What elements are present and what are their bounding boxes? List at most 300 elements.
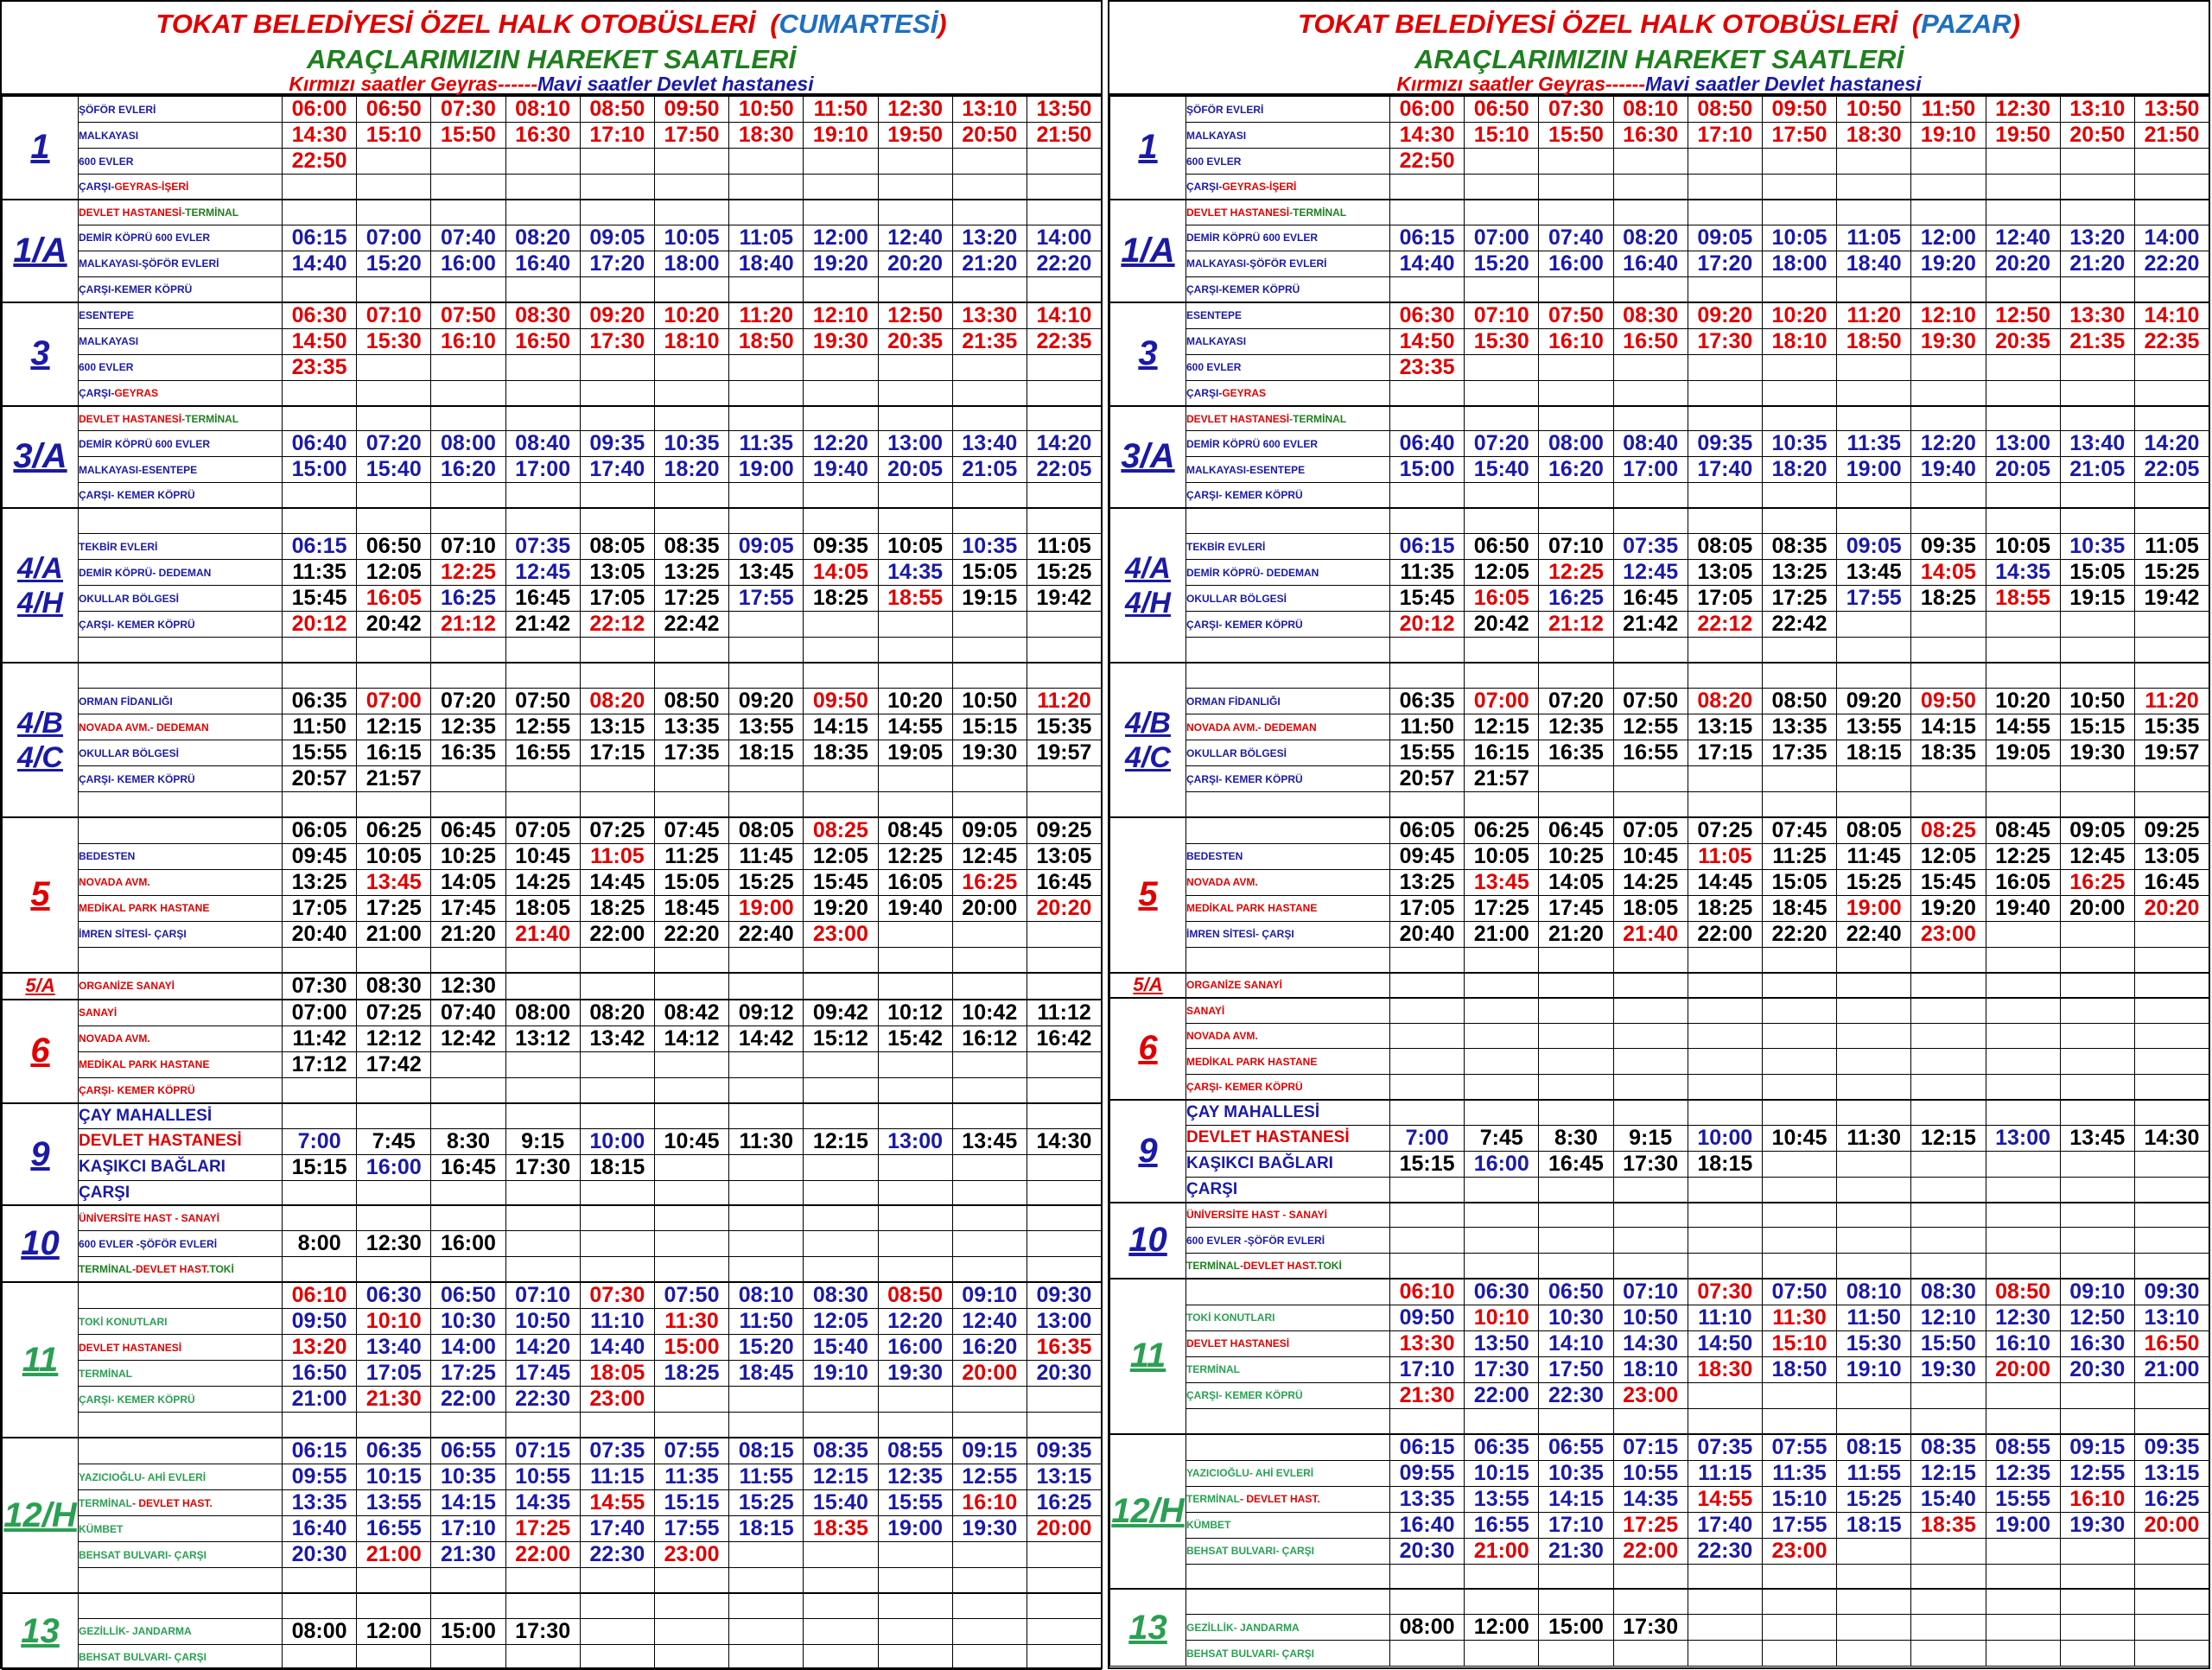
departure-time xyxy=(952,1051,1027,1077)
departure-time xyxy=(1027,1154,1101,1180)
departure-time xyxy=(729,149,804,175)
departure-time xyxy=(1688,200,1762,225)
departure-time: 16:12 xyxy=(952,1025,1027,1051)
departure-time xyxy=(1465,1177,1539,1202)
schedule-row xyxy=(3,200,1102,225)
departure-time: 18:20 xyxy=(1762,457,1836,483)
departure-time: 20:42 xyxy=(357,612,431,638)
departure-time xyxy=(1027,1231,1101,1257)
departure-time: 12:05 xyxy=(804,843,878,869)
departure-time xyxy=(1613,1024,1688,1049)
departure-time xyxy=(804,1051,878,1077)
stop-name xyxy=(1186,1589,1390,1614)
departure-time: 17:45 xyxy=(431,895,505,921)
departure-time: 08:00 xyxy=(505,1000,580,1026)
departure-time: 21:00 xyxy=(357,1542,431,1568)
legend-blue: Mavi saatler Devlet hastanesi xyxy=(537,73,814,95)
departure-time: 12:35 xyxy=(1986,1460,2060,1486)
schedule-row xyxy=(1110,1049,2209,1074)
departure-time: 15:00 xyxy=(431,1618,505,1644)
saturday-title: TOKAT BELEDİYESİ ÖZEL HALK OTOBÜSLERİ (CUMARTESİ) xyxy=(156,9,947,39)
departure-time xyxy=(729,1180,804,1205)
departure-time xyxy=(1837,663,1911,688)
departure-time xyxy=(1465,973,1539,998)
departure-time xyxy=(1911,1253,1986,1278)
stop-name xyxy=(1186,1434,1390,1461)
departure-time xyxy=(1688,638,1762,663)
schedule-row xyxy=(3,1618,1102,1644)
departure-time: 12:00 xyxy=(1911,225,1986,251)
stop-name xyxy=(79,149,283,175)
departure-time xyxy=(1986,947,2060,972)
departure-time: 12:15 xyxy=(804,1128,878,1154)
departure-time: 14:05 xyxy=(804,560,878,586)
departure-time: 13:30 xyxy=(2060,302,2134,329)
departure-time: 08:40 xyxy=(1613,431,1688,457)
departure-time xyxy=(1837,380,1911,405)
departure-time: 07:15 xyxy=(505,1438,580,1464)
departure-time xyxy=(878,973,952,1000)
departure-time: 06:25 xyxy=(1465,817,1539,844)
departure-time: 22:30 xyxy=(505,1387,580,1413)
departure-time: 13:12 xyxy=(505,1025,580,1051)
stop-name xyxy=(79,1361,283,1387)
schedule-row xyxy=(1110,1330,2209,1356)
schedule-row xyxy=(1110,380,2209,405)
route-label: 6 xyxy=(1138,1029,1158,1068)
departure-time xyxy=(1986,149,2060,175)
departure-time: 06:15 xyxy=(1390,225,1465,251)
stop-name xyxy=(1186,1460,1390,1486)
route-number xyxy=(3,302,79,406)
schedule-row xyxy=(1110,714,2209,740)
departure-time: 10:50 xyxy=(729,96,804,123)
departure-time xyxy=(2134,1408,2209,1433)
departure-time xyxy=(1027,973,1101,1000)
departure-time: 16:25 xyxy=(2060,869,2134,895)
departure-time xyxy=(1027,1205,1101,1230)
stop-name xyxy=(79,1128,283,1154)
departure-time: 17:30 xyxy=(1613,1151,1688,1177)
departure-time: 19:42 xyxy=(2134,586,2209,612)
departure-time xyxy=(1911,1074,1986,1099)
departure-time: 19:30 xyxy=(804,328,878,354)
schedule-row xyxy=(3,1282,1102,1309)
departure-time: 16:35 xyxy=(1027,1335,1101,1361)
departure-time xyxy=(729,1593,804,1618)
departure-time xyxy=(1027,1180,1101,1205)
sunday-legend xyxy=(1109,74,2209,95)
stop-name xyxy=(79,1618,283,1644)
schedule-row xyxy=(1110,1512,2209,1538)
departure-time xyxy=(1688,1564,1762,1589)
departure-time xyxy=(1390,1564,1465,1589)
departure-time xyxy=(952,1205,1027,1230)
stop-label: 600 EVLER -ŞÖFÖR EVLERİ xyxy=(1186,1234,1325,1247)
stop-segment: GEYRAS-İŞERİ xyxy=(1222,180,1297,193)
stop-name xyxy=(1186,586,1390,612)
departure-time: 16:05 xyxy=(1465,586,1539,612)
departure-time: 17:10 xyxy=(1390,1356,1465,1382)
departure-time xyxy=(2134,612,2209,638)
departure-time xyxy=(431,792,505,817)
stop-segment: -TERMİNAL xyxy=(181,206,239,219)
departure-time xyxy=(1837,1589,1911,1614)
departure-time xyxy=(1027,406,1101,431)
departure-time xyxy=(357,638,431,663)
departure-time xyxy=(1986,354,2060,380)
departure-time xyxy=(1762,1203,1836,1228)
departure-time: 18:35 xyxy=(1911,740,1986,766)
departure-time xyxy=(1465,1253,1539,1278)
departure-time xyxy=(283,1593,357,1618)
departure-time: 17:45 xyxy=(1539,895,1613,921)
departure-time: 08:35 xyxy=(1911,1434,1986,1461)
departure-time: 18:50 xyxy=(1837,328,1911,354)
route-label: 1 xyxy=(30,128,50,167)
departure-time: 22:05 xyxy=(2134,457,2209,483)
departure-time xyxy=(1465,792,1539,817)
departure-time: 12:55 xyxy=(1613,714,1688,740)
stop-name xyxy=(79,175,283,200)
departure-time: 10:30 xyxy=(1539,1305,1613,1330)
departure-time xyxy=(1390,508,1465,533)
departure-time xyxy=(1390,200,1465,225)
stop-label: NOVADA AVM. xyxy=(1186,1030,1258,1043)
departure-time: 20:57 xyxy=(283,766,357,792)
departure-time xyxy=(1688,1100,1762,1125)
departure-time: 21:42 xyxy=(505,612,580,638)
departure-time: 07:20 xyxy=(1465,431,1539,457)
departure-time: 14:10 xyxy=(2134,302,2209,329)
stop-label: BEHSAT BULVARI- ÇARŞI xyxy=(1186,1545,1314,1558)
departure-time xyxy=(878,612,952,638)
departure-time xyxy=(431,1413,505,1438)
stop-label: NOVADA AVM.- DEDEMAN xyxy=(79,721,209,733)
departure-time: 13:15 xyxy=(580,714,654,740)
departure-time: 17:10 xyxy=(580,123,654,149)
departure-time: 12:40 xyxy=(1986,225,2060,251)
departure-time: 15:45 xyxy=(283,586,357,612)
departure-time xyxy=(654,1231,728,1257)
departure-time: 18:30 xyxy=(1837,123,1911,149)
stop-name xyxy=(1186,766,1390,792)
stop-segment: TOKİ xyxy=(1317,1259,1342,1272)
departure-time: 14:35 xyxy=(878,560,952,586)
departure-time xyxy=(878,1154,952,1180)
saturday-schedule xyxy=(2,95,1101,1670)
departure-time xyxy=(2060,175,2134,200)
route-number xyxy=(3,973,79,1000)
departure-time: 09:35 xyxy=(1688,431,1762,457)
schedule-row xyxy=(1110,560,2209,586)
stop-label: ÇARŞI-KEMER KÖPRÜ xyxy=(79,283,193,295)
stop-label: ÇAY MAHALLESİ xyxy=(79,1106,213,1125)
departure-time xyxy=(952,175,1027,200)
departure-time xyxy=(1613,1074,1688,1099)
departure-time: 13:00 xyxy=(1986,431,2060,457)
departure-time xyxy=(1688,792,1762,817)
departure-time xyxy=(729,1205,804,1230)
departure-time xyxy=(580,354,654,380)
departure-time: 06:30 xyxy=(283,302,357,329)
departure-time: 15:25 xyxy=(1837,1486,1911,1512)
departure-time xyxy=(580,1593,654,1618)
departure-time xyxy=(431,1051,505,1077)
stop-label: ÇARŞI xyxy=(79,1183,130,1202)
departure-time: 16:30 xyxy=(505,123,580,149)
departure-time: 16:50 xyxy=(2134,1330,2209,1356)
stop-label: ORGANİZE SANAYİ xyxy=(79,980,175,993)
departure-time xyxy=(1613,200,1688,225)
departure-time xyxy=(1390,276,1465,302)
departure-time xyxy=(431,638,505,663)
departure-time: 12:45 xyxy=(952,843,1027,869)
departure-time xyxy=(2134,149,2209,175)
departure-time xyxy=(1986,1382,2060,1408)
departure-time xyxy=(580,1231,654,1257)
stop-segment: -TERMİNAL xyxy=(1289,412,1347,425)
departure-time xyxy=(1986,1074,2060,1099)
departure-time xyxy=(654,947,728,972)
departure-time xyxy=(1465,1564,1539,1589)
departure-time: 14:50 xyxy=(283,328,357,354)
departure-time: 08:45 xyxy=(1986,817,2060,844)
departure-time xyxy=(2134,663,2209,688)
departure-time xyxy=(1539,1408,1613,1433)
departure-time xyxy=(357,1103,431,1128)
departure-time xyxy=(804,149,878,175)
departure-time: 10:35 xyxy=(431,1464,505,1490)
departure-time: 12:40 xyxy=(878,225,952,251)
departure-time: 06:30 xyxy=(357,1282,431,1309)
departure-time xyxy=(283,276,357,302)
departure-time: 11:30 xyxy=(729,1128,804,1154)
departure-time: 10:20 xyxy=(1986,689,2060,714)
departure-time xyxy=(1465,1228,1539,1253)
departure-time: 13:45 xyxy=(2060,1125,2134,1151)
schedule-row xyxy=(3,714,1102,740)
stop-name xyxy=(1186,1279,1390,1305)
departure-time: 18:25 xyxy=(1688,895,1762,921)
schedule-row xyxy=(3,869,1102,895)
departure-time xyxy=(505,276,580,302)
departure-time xyxy=(804,1180,878,1205)
departure-time xyxy=(1613,973,1688,998)
departure-time xyxy=(1688,1641,1762,1666)
departure-time: 13:00 xyxy=(878,1128,952,1154)
departure-time xyxy=(2134,1151,2209,1177)
departure-time xyxy=(1465,200,1539,225)
departure-time xyxy=(878,1542,952,1568)
stop-label: OKULLAR BÖLGESİ xyxy=(79,592,179,605)
departure-time xyxy=(952,200,1027,225)
departure-time xyxy=(580,1413,654,1438)
departure-time: 18:30 xyxy=(1688,1356,1762,1382)
stop-name xyxy=(1186,1564,1390,1589)
departure-time xyxy=(1465,175,1539,200)
stop-label: 600 EVLER xyxy=(1186,155,1242,168)
schedule-row xyxy=(3,663,1102,688)
departure-time xyxy=(283,1257,357,1282)
departure-time: 09:10 xyxy=(952,1282,1027,1309)
departure-time: 13:15 xyxy=(1027,1464,1101,1490)
departure-time: 07:50 xyxy=(1613,689,1688,714)
departure-time xyxy=(580,380,654,405)
departure-time: 11:50 xyxy=(729,1309,804,1335)
departure-time: 11:50 xyxy=(1911,96,1986,123)
route-label: 9 xyxy=(1138,1131,1158,1170)
departure-time: 10:25 xyxy=(431,843,505,869)
departure-time xyxy=(1390,973,1465,998)
departure-time xyxy=(1539,1177,1613,1202)
departure-time xyxy=(1465,998,1539,1023)
departure-time xyxy=(1465,149,1539,175)
departure-time xyxy=(1911,998,1986,1023)
departure-time xyxy=(878,200,952,225)
departure-time: 12:42 xyxy=(431,1025,505,1051)
departure-time: 13:20 xyxy=(2060,225,2134,251)
schedule-row xyxy=(1110,354,2209,380)
departure-time: 08:10 xyxy=(505,96,580,123)
departure-time: 11:05 xyxy=(729,225,804,251)
title-text: TOKAT BELEDİYESİ ÖZEL HALK OTOBÜSLERİ xyxy=(156,9,755,39)
departure-time: 16:00 xyxy=(1539,251,1613,276)
schedule-row xyxy=(3,406,1102,431)
departure-time: 12:25 xyxy=(1539,560,1613,586)
departure-time xyxy=(2060,973,2134,998)
stop-label: MALKAYASI xyxy=(1186,335,1247,348)
departure-time: 11:50 xyxy=(804,96,878,123)
departure-time xyxy=(878,149,952,175)
route-label: 5/A xyxy=(25,975,55,997)
schedule-row xyxy=(1110,225,2209,251)
stop-label: YAZICIOĞLU- AHİ EVLERİ xyxy=(79,1470,207,1483)
departure-time xyxy=(952,354,1027,380)
departure-time xyxy=(654,1180,728,1205)
stop-name xyxy=(79,766,283,792)
stop-name xyxy=(1186,1486,1390,1512)
departure-time: 14:35 xyxy=(1613,1486,1688,1512)
departure-time xyxy=(1986,276,2060,302)
departure-time: 15:00 xyxy=(283,457,357,483)
departure-time xyxy=(2060,1151,2134,1177)
departure-time: 12:05 xyxy=(1465,560,1539,586)
stop-name xyxy=(79,843,283,869)
departure-time: 18:30 xyxy=(729,123,804,149)
departure-time xyxy=(1837,1100,1911,1125)
departure-time xyxy=(1027,1644,1101,1669)
departure-time xyxy=(1837,508,1911,533)
departure-time: 16:20 xyxy=(431,457,505,483)
departure-time: 7:00 xyxy=(283,1128,357,1154)
departure-time xyxy=(2134,638,2209,663)
schedule-row xyxy=(1110,843,2209,869)
departure-time: 08:15 xyxy=(729,1438,804,1464)
departure-time: 06:30 xyxy=(1465,1279,1539,1305)
departure-time: 11:50 xyxy=(1837,1305,1911,1330)
schedule-row xyxy=(1110,1615,2209,1641)
stop-label: ÇARŞI- KEMER KÖPRÜ xyxy=(79,772,195,785)
departure-time xyxy=(1986,792,2060,817)
departure-time xyxy=(357,1593,431,1618)
departure-time: 07:30 xyxy=(1539,96,1613,123)
departure-time xyxy=(1986,998,2060,1023)
departure-time: 18:40 xyxy=(729,251,804,276)
departure-time xyxy=(1390,792,1465,817)
departure-time xyxy=(654,406,728,431)
schedule-row xyxy=(3,817,1102,844)
departure-time: 07:25 xyxy=(580,817,654,844)
departure-time xyxy=(431,175,505,200)
departure-time: 18:15 xyxy=(1837,1512,1911,1538)
departure-time: 22:40 xyxy=(1837,921,1911,947)
departure-time xyxy=(2060,998,2134,1023)
departure-time xyxy=(1613,792,1688,817)
stop-name xyxy=(1186,1151,1390,1177)
departure-time: 12:05 xyxy=(804,1309,878,1335)
stop-segment: DEVLET HASTANESİ xyxy=(79,206,182,219)
stop-label: DEMİR KÖPRÜ 600 EVLER xyxy=(79,437,211,450)
departure-time xyxy=(729,1231,804,1257)
schedule-row xyxy=(1110,895,2209,921)
departure-time xyxy=(1762,276,1836,302)
departure-time: 14:12 xyxy=(654,1025,728,1051)
departure-time: 12:45 xyxy=(1613,560,1688,586)
stop-label: KAŞIKCI BAĞLARI xyxy=(1186,1154,1333,1173)
departure-time xyxy=(283,792,357,817)
departure-time: 10:12 xyxy=(878,1000,952,1026)
departure-time xyxy=(1911,1382,1986,1408)
departure-time xyxy=(2060,1408,2134,1433)
departure-time: 13:30 xyxy=(1390,1330,1465,1356)
departure-time xyxy=(729,663,804,688)
departure-time: 11:30 xyxy=(1837,1125,1911,1151)
departure-time xyxy=(1539,792,1613,817)
departure-time xyxy=(1688,406,1762,431)
departure-time: 13:35 xyxy=(654,714,728,740)
departure-time: 15:40 xyxy=(804,1335,878,1361)
departure-time: 11:30 xyxy=(654,1309,728,1335)
departure-time xyxy=(1539,663,1613,688)
departure-time xyxy=(357,200,431,225)
departure-time: 12:10 xyxy=(804,302,878,329)
departure-time: 17:55 xyxy=(654,1516,728,1542)
departure-time: 11:20 xyxy=(1027,689,1101,714)
schedule-row xyxy=(3,1516,1102,1542)
route-label: 6 xyxy=(30,1032,50,1070)
schedule-row xyxy=(3,689,1102,714)
departure-time: 15:45 xyxy=(1390,586,1465,612)
departure-time: 07:40 xyxy=(1539,225,1613,251)
stop-name xyxy=(79,869,283,895)
departure-time: 07:30 xyxy=(283,973,357,1000)
departure-time xyxy=(952,483,1027,508)
departure-time: 06:40 xyxy=(283,431,357,457)
departure-time xyxy=(1390,1253,1465,1278)
schedule-row xyxy=(1110,1356,2209,1382)
departure-time xyxy=(1688,663,1762,688)
departure-time: 11:50 xyxy=(283,714,357,740)
departure-time: 17:30 xyxy=(505,1618,580,1644)
departure-time xyxy=(729,638,804,663)
departure-time: 16:30 xyxy=(2060,1330,2134,1356)
departure-time xyxy=(1390,1049,1465,1074)
departure-time xyxy=(878,1593,952,1618)
departure-time: 09:20 xyxy=(1688,302,1762,329)
stop-name xyxy=(79,817,283,844)
stop-name xyxy=(79,225,283,251)
